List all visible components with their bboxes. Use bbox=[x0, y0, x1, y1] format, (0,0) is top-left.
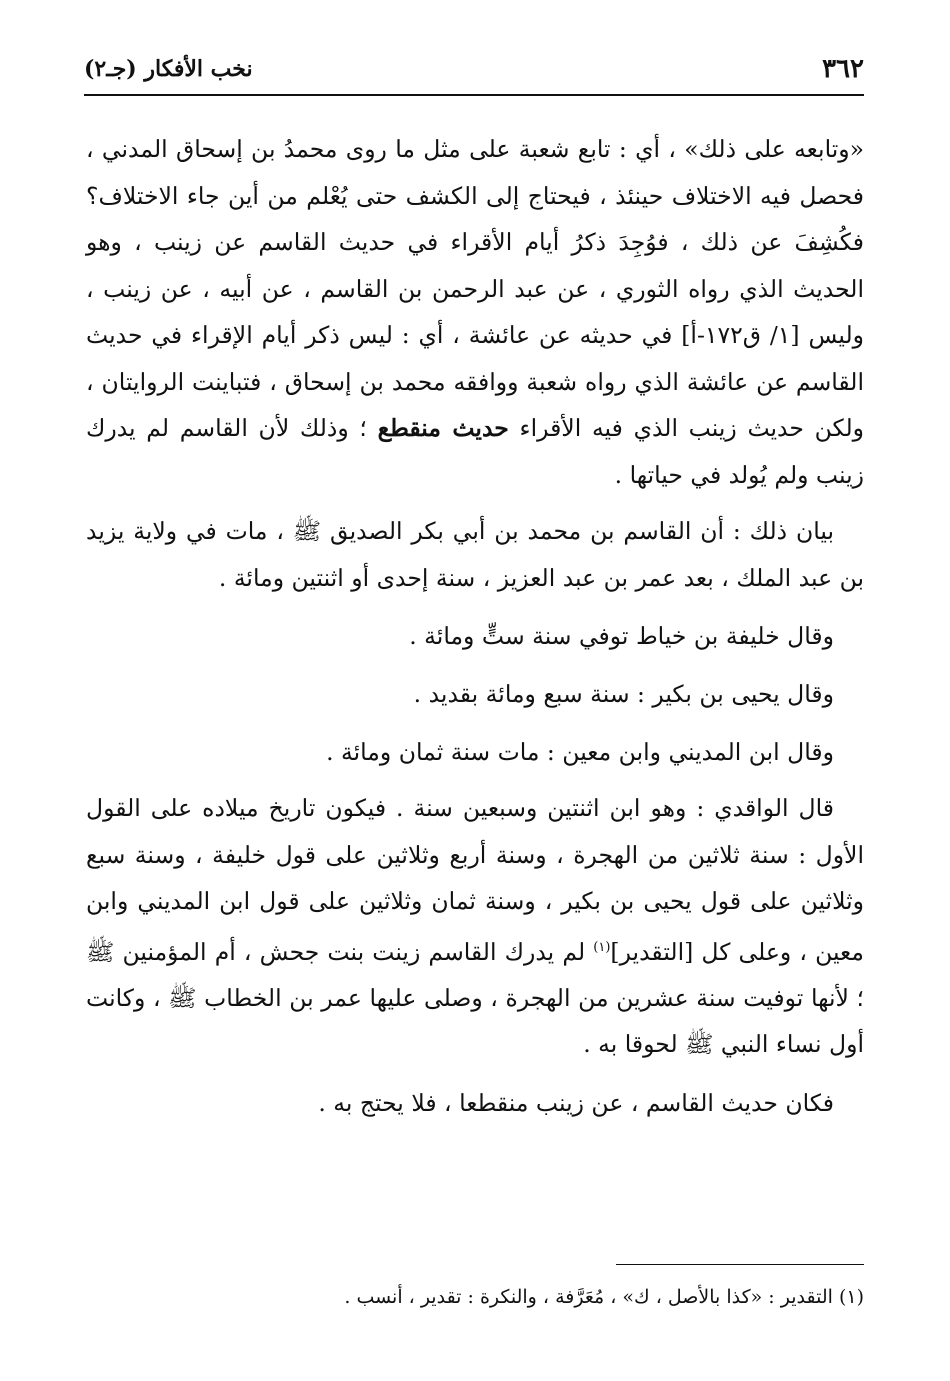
footnote-marker: (١) bbox=[593, 939, 611, 955]
main-text bbox=[86, 126, 864, 1126]
paragraph-1 bbox=[86, 126, 864, 498]
book-title: نخب الأفكار (جـ٢) bbox=[84, 56, 253, 82]
page-number: ٣٦٢ bbox=[822, 54, 864, 84]
paragraph-6-text: قال الواقدي : وهو ابن اثنتين وسبعين سنة . فيكون تاريخ ميلاده على القول الأول : سنة ثلاثين من الهجرة ، وسنة أربع وثلاثين على قول خليفة ، وسنة سبع وثلاثين على قول يحيى بن بكير ، وسنة ثمان وثلاثين على قول ابن المديني وابن معين ، وعلى كل [التقدير] bbox=[86, 794, 864, 966]
paragraph-2: بيان ذلك : أن القاسم بن محمد بن أبي بكر الصديق ﷺ ، مات في ولاية يزيد بن عبد الملك ، بعد عمر بن عبد العزيز ، سنة إحدى أو اثنتين ومائة . bbox=[86, 517, 864, 592]
paragraph-4: وقال يحيى بن بكير : سنة سبع ومائة بقديد . bbox=[413, 680, 834, 708]
paragraph-1-text: «وتابعه على ذلك» ، أي : تابع شعبة على مثل ما روى محمدُ بن إسحاق المدني ، فحصل فيه الاختلاف حينئذ ، فيحتاج إلى الكشف حتى يُعْلم من أين جاء الاختلاف؟ فكُشِفَ عن ذلك ، فوُجِدَ ذكرُ أيام الأقراء في حديث القاسم عن زينب ، وهو الحديث الذي رواه الثوري ، عن عبد الرحمن بن القاسم ، عن أبيه ، عن زينب ، وليس [١/ ق١٧٢-أ] في حديثه عن عائشة ، أي : ليس ذكر أيام الإقراء في حديث القاسم عن عائشة الذي رواه شعبة ووافقه محمد بن إسحاق ، فتباينت الروايتان ، ولكن حديث زينب الذي فيه الأقراء bbox=[86, 135, 865, 442]
paragraph-6 bbox=[86, 785, 864, 1068]
paragraph-1-tail: ؛ وذلك لأن القاسم لم يدرك زينب ولم يُولد في حياتها . bbox=[86, 414, 864, 489]
footnote: (١) التقدير : «كذا بالأصل ، ك» ، مُعَرَّفة ، والنكرة : تقدير ، أنسب . bbox=[344, 1286, 864, 1308]
footnote-divider bbox=[616, 1264, 864, 1265]
paragraph-5: وقال ابن المديني وابن معين : مات سنة ثمان ومائة . bbox=[326, 738, 834, 766]
paragraph-7: فكان حديث القاسم ، عن زينب منقطعا ، فلا يحتج به . bbox=[318, 1088, 834, 1117]
paragraph-3: وقال خليفة بن خياط توفي سنة ستٍّ ومائة . bbox=[409, 622, 834, 650]
bold-phrase: حديث منقطع bbox=[377, 414, 509, 442]
running-head bbox=[84, 50, 864, 96]
paragraph-6-tail: لم يدرك القاسم زينت بنت جحش ، أم المؤمنين ﷺ ؛ لأنها توفيت سنة عشرين من الهجرة ، وصلى عليها عمر بن الخطاب ﷺ ، وكانت أول نساء النبي ﷺ لحوقا به . bbox=[86, 937, 864, 1059]
